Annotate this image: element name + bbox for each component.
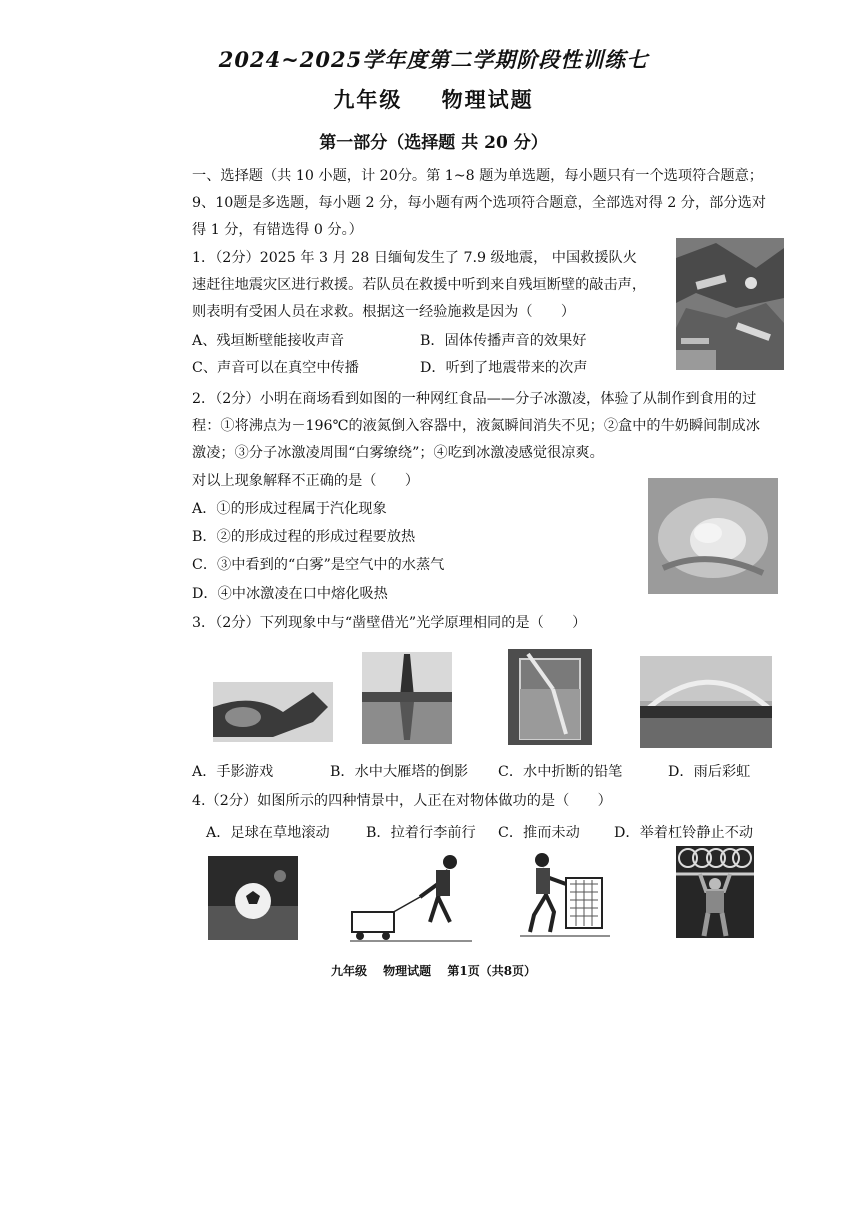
rainbow-photo [640,656,772,748]
q3-stem: 3．（2分）下列现象中与“凿壁借光”光学原理相同的是（ ） [192,615,587,631]
q2-option-c: C．③中看到的“白雾”是空气中的水蒸气 [192,557,445,573]
soccer-ball-photo [208,856,298,940]
q4-option-d: D．举着杠铃静止不动 [614,825,754,841]
page-footer [0,962,867,979]
q2-stem-line3: 激凌；③分子冰激凌周围“白雾缭绕”；④吃到冰激凌感觉很凉爽。 [192,445,604,461]
q1-stem-line1: 1．（2分）2025 年 3 月 28 日缅甸发生了 7.9 级地震， 中国救援队火 [192,250,637,266]
footer-subject: 物理试题 [383,964,432,978]
q2-stem-line4: 对以上现象解释不正确的是（ ） [192,473,420,489]
exam-title: 2024~2025学年度第二学期阶段性训练七 [218,47,649,72]
person-pushing-box-drawing [520,850,610,940]
q3-option-d: D．雨后彩虹 [668,764,751,780]
q3-option-c: C．水中折断的铅笔 [498,764,623,780]
q2-option-a: A．①的形成过程属于汽化现象 [192,501,387,517]
q2-stem-line1: 2．（2分）小明在商场看到如图的一种网红食品——分子冰激凌，体验了从制作到食用的过 [192,391,757,407]
q1-option-c: C、声音可以在真空中传播 [192,360,359,376]
q4-option-c: C．推而未动 [498,825,580,841]
q1-option-b: B．固体传播声音的效果好 [420,333,587,349]
q2-option-b: B．②的形成过程的形成过程要放热 [192,529,416,545]
footer-page-number: 第1页（共8页） [447,964,537,978]
q1-option-a: A、残垣断壁能接收声音 [192,333,345,349]
hand-shadow-photo [213,682,333,742]
part-heading: 第一部分（选择题 共 20 分） [319,133,548,153]
q1-stem-line3: 则表明有受困人员在求救。根据这一经验施救是因为（ ） [192,304,576,320]
weightlifter-photo [676,846,754,938]
grade-label: 九年级 [333,87,403,112]
q4-option-a: A．足球在草地滚动 [206,825,330,841]
q2-option-d: D．④中冰激凌在口中熔化吸热 [192,586,388,602]
q1-option-d: D．听到了地震带来的次声 [420,360,588,376]
earthquake-rubble-photo [676,238,784,370]
ice-cream-photo [648,478,778,594]
subject-label: 物理试题 [441,87,534,112]
footer-grade: 九年级 [330,964,367,978]
q4-option-b: B．拉着行李前行 [366,825,476,841]
section-instructions-line3: 得 1 分，有错选得 0 分。） [192,222,363,238]
section-instructions-line2: 9、10题是多选题，每小题 2 分，每小题有两个选项符合题意，全部选对得 2 分，部分选对 [192,195,766,211]
q4-stem: 4.（2分）如图所示的四种情景中，人正在对物体做功的是（ ） [192,793,612,809]
q3-option-b: B．水中大雁塔的倒影 [330,764,469,780]
q1-stem-line2: 速赶往地震灾区进行救援。若队员在救援中听到来自残垣断壁的敲击声， [192,277,647,293]
pagoda-reflection-photo [362,652,452,744]
q3-option-a: A．手影游戏 [192,764,274,780]
q2-stem-line2: 程：①将沸点为－196℃的液氮倒入容器中，液氮瞬间消失不见；②盒中的牛奶瞬间制成冰 [192,418,760,434]
person-pulling-luggage-drawing [350,852,472,942]
exam-subtitle [0,84,867,114]
bent-pencil-photo [508,649,592,745]
section-instructions-line1: 一、选择题（共 10 小题，计 20分。第 1~8 题为单选题，每小题只有一个选项符合题意； [192,168,763,184]
